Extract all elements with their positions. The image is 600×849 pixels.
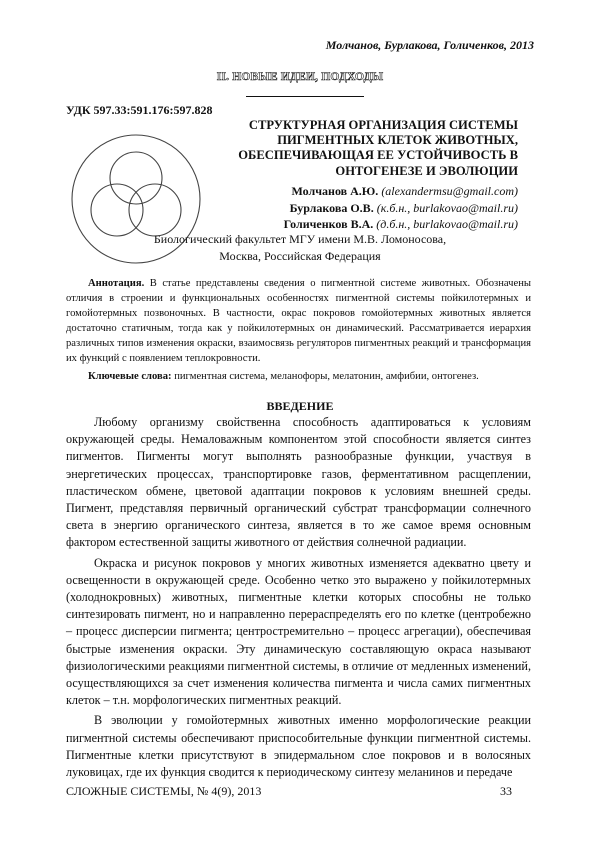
body-paragraph: Окраска и рисунок покровов у многих животных изменяется адекватно цвету и освещенности в окружающей среде. Особенно четко это выражено у пойкилотермных (холоднокровных) животных, пигментные клетки которых способны не только синтезировать пигмент, но и направленно перераспределять его по клетке (центробежно – процесс дисперсии пигмента; центростремительно – процесс агрегации), обеспечивая быстрые изменения окраски. Эту динамическую составляющую окраса называют физиологическими реакциями пигментной системы, в отличие от медленных изменений, осуществляющихся за счет изменения количества пигмента и числа самих пигментных клеток – т.н. морфологических пигментных реакций. (66, 555, 531, 708)
author-name: Бурлакова О.В. (289, 201, 374, 215)
abstract-label: Аннотация. (88, 278, 145, 289)
body-paragraph: В эволюции у гомойотермных животных именно морфологические реакции пигментной системы обеспечивают приспособительные функции пигментной системы. Пигментные клетки присутствуют в эпидермальном слое покровов и в волосяных луковицах, где их функция сводится к периодическому синтезу меланинов и передаче (66, 713, 531, 780)
intro-heading: ВВЕДЕНИЕ (266, 399, 334, 413)
title-line: ОНТОГЕНЕЗЕ И ЭВОЛЮЦИИ (335, 163, 518, 178)
author-name: Голиченков В.А. (283, 217, 374, 231)
author-name: Молчанов А.Ю. (291, 184, 379, 198)
running-head: Молчанов, Бурлакова, Голиченков, 2013 (325, 38, 534, 52)
abstract-paragraph (66, 277, 531, 366)
title-line: ОБЕСПЕЧИВАЮЩАЯ ЕЕ УСТОЙЧИВОСТЬ В (238, 148, 518, 163)
title-line: ПИГМЕНТНЫХ КЛЕТОК ЖИВОТНЫХ, (277, 133, 518, 148)
author-details: (д.б.н., burlakovao@mail.ru) (376, 217, 518, 231)
journal-footer: СЛОЖНЫЕ СИСТЕМЫ, № 4(9), 2013 (66, 784, 262, 798)
keywords-text: пигментная система, меланофоры, мелатонин, амфибии, онтогенез. (174, 371, 479, 382)
author-1 (292, 183, 518, 200)
udk-code: УДК 597.33:591.176:597.828 (66, 103, 213, 117)
page-number: 33 (500, 784, 512, 798)
body-text (66, 414, 531, 781)
article-title (215, 118, 518, 179)
affiliation-line: Биологический факультет МГУ имени М.В. Ломоносова, (153, 232, 447, 246)
affiliation-line: Москва, Российская Федерация (219, 249, 381, 263)
author-details: (к.б.н., burlakovao@mail.ru) (376, 201, 518, 215)
section-heading: II. НОВЫЕ ИДЕИ, ПОДХОДЫ (216, 71, 384, 83)
body-paragraph: Любому организму свойственна способность адаптироваться к условиям окружающей среды. Немаловажным компонентом этой способности является синтез пигментов. Пигменты могут выполнять разнообразные функции, участвуя в энергетических процессах, транспортировке газов, ферментативном расщеплении, пластическом обмене, цветовой адаптации покровов к условиям внешней среды. Пигмент, представляя первичный органический субстрат трансформации солнечного света в энергию органического синтеза, является в то же самое время основным фактором естественной защиты животного от действия солнечной радиации. (66, 415, 531, 550)
title-line: СТРУКТУРНАЯ ОРГАНИЗАЦИЯ СИСТЕМЫ (248, 118, 518, 132)
section-divider (246, 96, 364, 97)
author-details: (alexandermsu@gmail.com) (381, 184, 518, 198)
affiliation (130, 231, 470, 265)
abstract-text: В статье представлены сведения о пигментной системе животных. Обозначены отличия в строении и функциональных особенностях пигментной системы пойкилотермных и гомойотермных позвоночных. В частности, окрас покровов гомойотермных животных является достаточно статичным, тогда как у пойкилотермных он динамический. Рассматривается иерархия различных типов изменения окраски, взаимосвязь регуляторов пигментных реакций и трансформация их функций с появлением теплокровности. (66, 278, 531, 364)
abstract (66, 277, 531, 366)
keywords-label: Ключевые слова: (88, 371, 172, 382)
author-2 (290, 200, 518, 217)
keywords (66, 370, 531, 385)
